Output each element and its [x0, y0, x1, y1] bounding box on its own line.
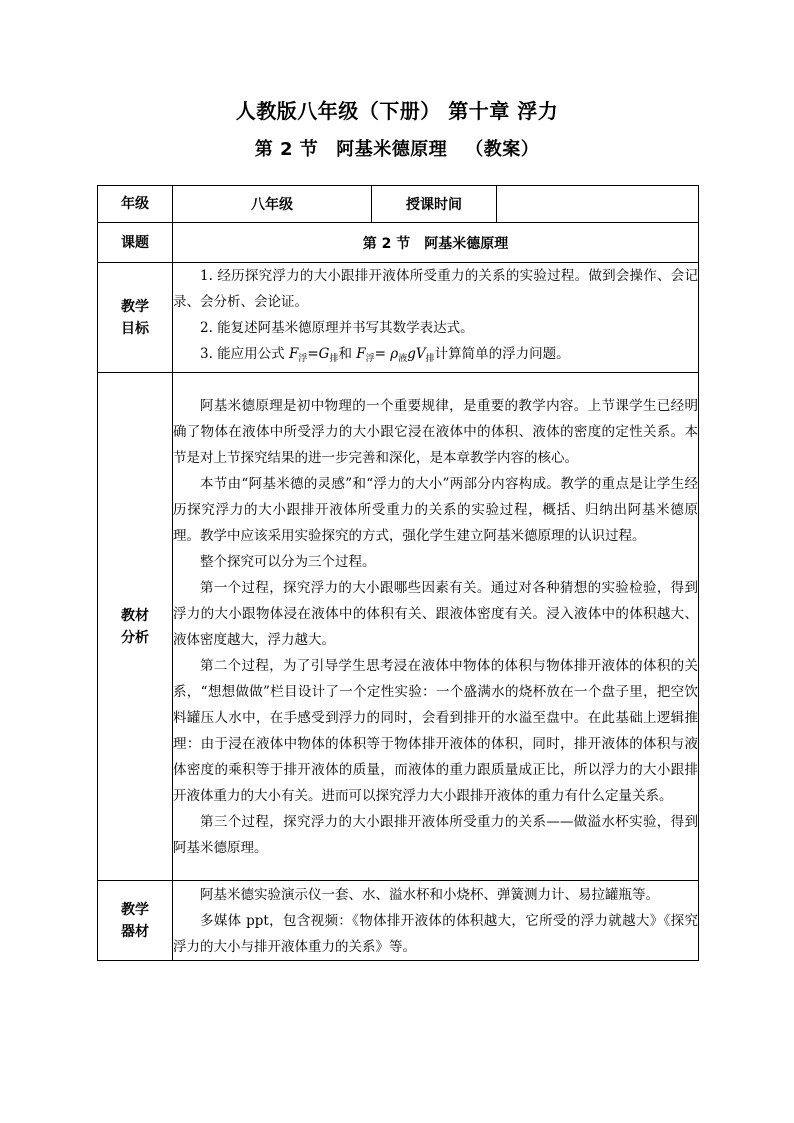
formula2-rho-subscript: 液 — [398, 354, 408, 364]
equipment-content — [173, 881, 699, 961]
subtitle-name: 阿基米德原理 — [336, 139, 448, 160]
equipment-label — [98, 881, 173, 961]
goals-label-line2: 目标 — [121, 320, 149, 337]
lesson-plan-table — [97, 185, 699, 961]
document-subtitle — [0, 138, 794, 162]
subtitle-section: 第 2 节 — [254, 139, 319, 160]
analysis-row — [98, 373, 699, 881]
formula2-v-subscript: 排 — [425, 354, 435, 364]
formula-g-subscript: 排 — [329, 354, 339, 364]
goal-item-1: 1. 经历探究浮力的大小跟排开液体所受重力的关系的实验过程。做到会操作、会记录、会分析、会论证。 — [173, 268, 698, 310]
goals-content — [173, 263, 699, 373]
analysis-paragraph: 第二个过程，为了引导学生思考浸在液体中物体的体积与物体排开液体的体积的关系，“想想做做”栏目设计了一个定性实验：一个盛满水的烧杯放在一个盘子里，把空饮料罐压人水中，在手感受到浮力的同时，会看到排开的水溢至盘中。在此基础上逻辑推理：由于浸在液体中物体的体积等于物体排开液体的体积，同时，排开液体的体积与液体密度的乘积等于排开液体的质量，而液体的重力跟质量成正比，所以浮力的大小跟排开液体重力的大小有关。进而可以探究浮力大小跟排开液体的重力有什么定量关系。 — [173, 657, 698, 804]
analysis-label-line2: 分析 — [121, 629, 149, 646]
analysis-content — [173, 373, 699, 881]
goal-item-3 — [173, 341, 698, 372]
goal-item-2: 2. 能复述阿基米德原理并书写其数学表达式。 — [200, 320, 474, 336]
formula2-f-subscript: 浮 — [365, 354, 375, 364]
analysis-paragraph: 本节由“阿基米德的灵感”和“浮力的大小”两部分内容构成。教学的重点是让学生经历探究浮力的大小跟排开液体所受重力的关系的实验过程，概括、归纳出阿基米德原理。教学中应该采用实验探究的方式，强化学生建立阿基米德原理的认识过程。 — [173, 475, 698, 544]
subtitle-suffix: （教案） — [465, 139, 540, 160]
analysis-paragraph: 第三个过程，探究浮力的大小跟排开液体所受重力的关系——做溢水杯实验，得到阿基米德原理。 — [173, 813, 698, 856]
grade-row — [98, 186, 699, 223]
formula2-v-symbol: V — [415, 346, 426, 362]
grade-value: 八年级 — [173, 186, 372, 223]
goals-label-line1: 教学 — [121, 298, 149, 315]
formula2-f-symbol: F — [356, 346, 366, 362]
time-value — [497, 186, 699, 223]
goal-item-3-suffix: 计算简单的浮力问题。 — [434, 346, 570, 362]
analysis-label — [98, 373, 173, 881]
analysis-paragraph: 整个探究可以分为三个过程。 — [200, 553, 376, 570]
goals-row — [98, 263, 699, 373]
formula2-rho-symbol: ρ — [390, 346, 399, 362]
formula-g-symbol: G — [318, 346, 330, 362]
equipment-label-line1: 教学 — [121, 901, 149, 918]
equipment-label-line2: 器材 — [121, 923, 149, 940]
equipment-paragraph: 多媒体 ppt，包含视频：《物体排开液体的体积越大，它所受的浮力就越大》《探究浮力的大小与排开液体重力的关系》等。 — [173, 912, 698, 955]
grade-label: 年级 — [98, 186, 173, 223]
equipment-row — [98, 881, 699, 961]
topic-value: 第 2 节 阿基米德原理 — [173, 223, 699, 263]
time-label: 授课时间 — [372, 186, 497, 223]
document-title: 人教版八年级（下册） 第十章 浮力 — [235, 99, 559, 123]
formula-and: 和 — [338, 346, 357, 362]
topic-row — [98, 223, 699, 263]
analysis-paragraph: 第一个过程，探究浮力的大小跟哪些因素有关。通过对各种猜想的实验检验，得到浮力的大小跟物体浸在液体中的体积有关、跟液体密度有关。浸入液体中的体积越大、液体密度越大，浮力越大。 — [173, 579, 698, 648]
formula2-g-symbol: g — [407, 346, 416, 362]
formula-equals: = — [307, 346, 319, 362]
goals-label — [98, 263, 173, 373]
goal-item-3-prefix: 3. 能应用公式 — [200, 346, 289, 362]
analysis-label-line1: 教材 — [121, 607, 149, 624]
equipment-paragraph: 阿基米德实验演示仪一套、水、溢水杯和小烧杯、弹簧测力计、易拉罐瓶等。 — [200, 886, 659, 903]
topic-label: 课题 — [98, 223, 173, 263]
formula-f-symbol: F — [288, 346, 299, 362]
formula-f-subscript: 浮 — [298, 354, 308, 364]
analysis-paragraph: 阿基米德原理是初中物理的一个重要规律，是重要的教学内容。上节课学生已经明确了物体在液体中所受浮力的大小跟它浸在液体中的体积、液体的密度的定性关系。本节是对上节探究结果的进一步完善和深化，是本章教学内容的核心。 — [173, 397, 698, 466]
formula2-equals: = — [374, 346, 391, 362]
